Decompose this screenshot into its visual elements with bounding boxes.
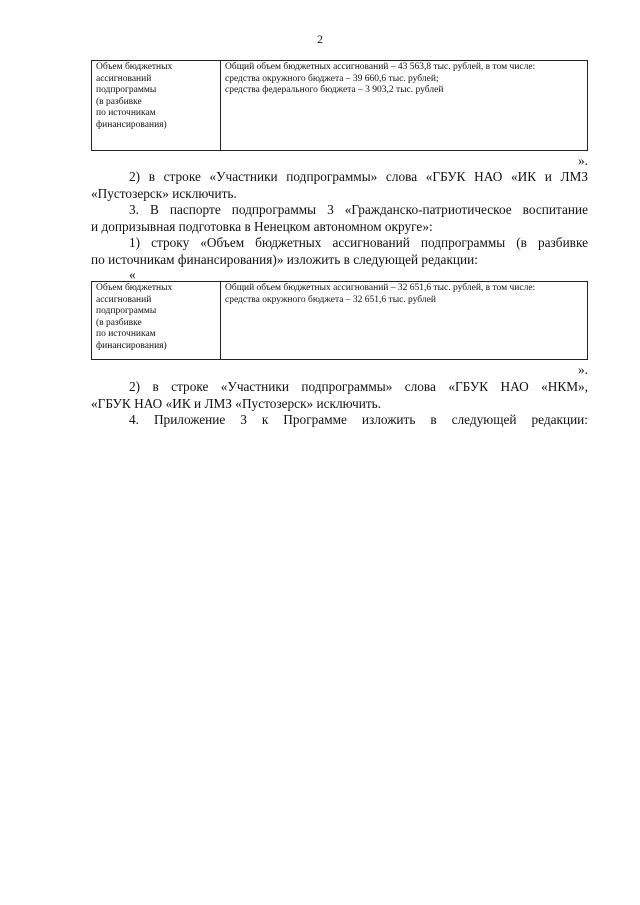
- table1-label-line: по источникам: [96, 108, 156, 118]
- table2-value-line: средства окружного бюджета – 32 651,6 тыс. рублей: [225, 294, 436, 305]
- paragraph-line: 1) строку «Объем бюджетных ассигнований подпрограммы (в разбивке: [129, 235, 588, 250]
- table2-value-cell: [221, 282, 588, 360]
- table2-label-line: Объем бюджетных: [96, 283, 173, 293]
- table1-value-line: средства окружного бюджета – 39 660,6 тыс. рублей;: [225, 73, 439, 84]
- paragraph-line: 3. В паспорте подпрограммы 3 «Гражданско-патриотическое воспитание: [129, 202, 588, 217]
- closing-quote-2: ».: [578, 362, 588, 377]
- table1-label-line: финансирования): [96, 119, 167, 130]
- table1-value-cell: [221, 61, 588, 151]
- table2-value-line: Общий объем бюджетных ассигнований – 32 651,6 тыс. рублей, в том числе:: [225, 283, 536, 293]
- paragraph-line: «Пустозерск» исключить.: [91, 185, 237, 201]
- paragraph-line: 4. Приложение 3 к Программе изложить в следующей редакции:: [129, 412, 588, 427]
- table2-label-line: ассигнований: [96, 294, 152, 305]
- opening-quote: «: [129, 267, 136, 282]
- paragraph-line: 2) в строке «Участники подпрограммы» слова «ГБУК НАО «ИК и ЛМЗ: [129, 169, 588, 184]
- table2-label-line: подпрограммы: [96, 306, 157, 316]
- table2-label-line: по источникам: [96, 329, 156, 339]
- paragraph-line: и допризывная подготовка в Ненецком автономном округе»:: [91, 218, 433, 234]
- paragraph-participants-1: [91, 169, 588, 202]
- budget-table-1: [91, 60, 588, 151]
- table1-label-line: Объем бюджетных: [96, 62, 173, 72]
- budget-table-2: [91, 281, 588, 360]
- table1-value-line: средства федерального бюджета – 3 903,2 тыс. рублей: [225, 85, 444, 95]
- paragraph-passport-3: [91, 202, 588, 235]
- table1-label-line: подпрограммы: [96, 85, 157, 95]
- closing-quote-1: ».: [578, 153, 588, 168]
- paragraph-appendix-3: [91, 412, 588, 429]
- table2-label-line: (в разбивке: [96, 317, 142, 328]
- paragraph-budget-line: [91, 235, 588, 268]
- paragraph-line: 2) в строке «Участники подпрограммы» слова «ГБУК НАО «НКМ»,: [129, 379, 588, 394]
- paragraph-participants-2: [91, 379, 588, 412]
- paragraph-line: «ГБУК НАО «ИК и ЛМЗ «Пустозерск» исключить.: [91, 395, 382, 411]
- table1-label-line: (в разбивке: [96, 96, 142, 107]
- paragraph-line: по источникам финансирования)» изложить в следующей редакции:: [91, 251, 478, 267]
- table2-label-cell: [92, 282, 221, 360]
- table1-value-line: Общий объем бюджетных ассигнований – 43 563,8 тыс. рублей, в том числе:: [225, 62, 536, 72]
- table1-label-cell: [92, 61, 221, 151]
- page-number: 2: [317, 32, 323, 46]
- table1-label-line: ассигнований: [96, 73, 152, 84]
- table2-label-line: финансирования): [96, 340, 167, 351]
